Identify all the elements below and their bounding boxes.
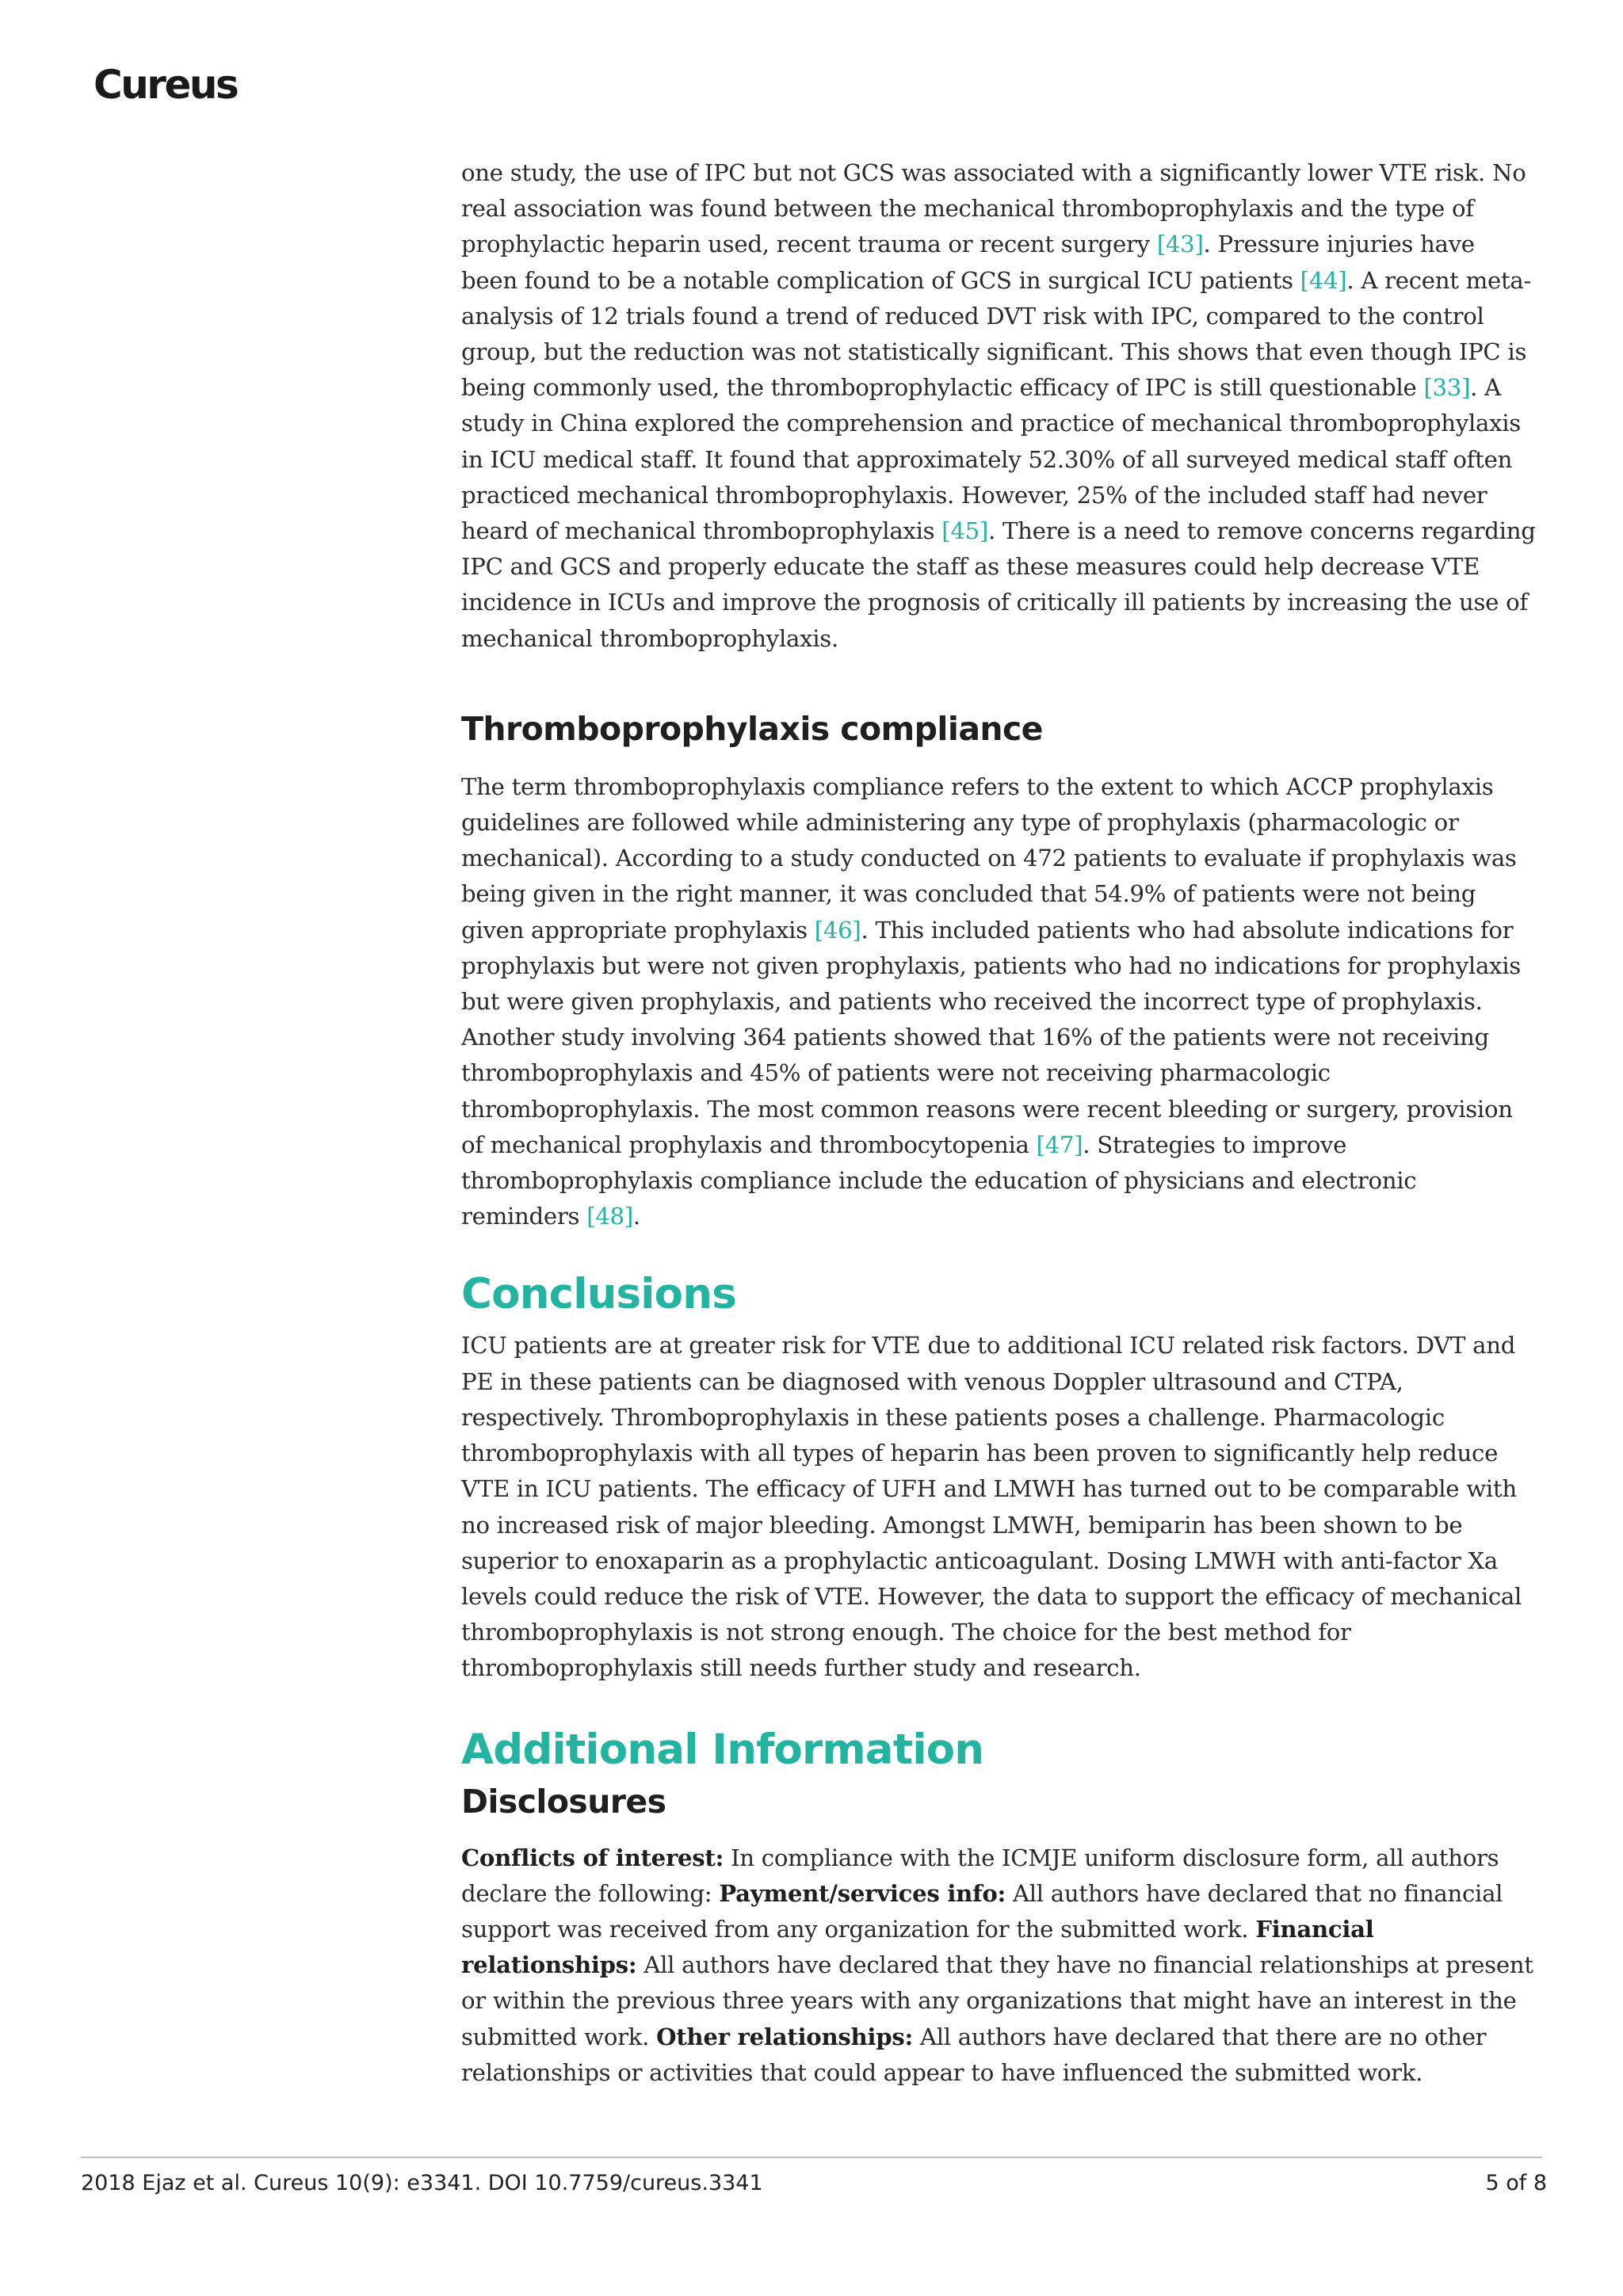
text-span: one study, the use of IPC but not GCS was associated with a significantly lower VTE risk. No real association was found between the mechanical thromboprophylaxis and the type of prophylactic heparin used, recent trauma or recent surgery: [461, 159, 1526, 258]
text-span: . A study in China explored the comprehension and practice of mechanical thromboprophylaxis in ICU medical staff. It found that approximately 52.30% of all surveyed medical staff often practiced mechanical thromboprophylaxis. However, 25% of the included staff had never heard of mechanical thromboprophylaxis: [461, 374, 1521, 545]
disclosures-paragraph: [461, 1840, 1537, 2091]
text-span: . Pressure injuries have been found to be a notable complication of GCS in surgical ICU patients: [461, 231, 1475, 294]
financial-label: Financial relationships:: [461, 1915, 1374, 1979]
citation-link-43[interactable]: [43]: [1156, 231, 1204, 258]
additional-information-heading: Additional Information: [461, 1725, 984, 1774]
citation-link-44[interactable]: [44]: [1300, 266, 1347, 294]
text-span: All authors have declared that there are no other relationships or activities that could appear to have influenced the submitted work.: [461, 2023, 1487, 2086]
citation-link-45[interactable]: [45]: [941, 517, 989, 545]
footer-citation: 2018 Ejaz et al. Cureus 10(9): e3341. DOI 10.7759/cureus.3341: [81, 2171, 763, 2195]
text-span: The term thromboprophylaxis compliance refers to the extent to which ACCP prophylaxis guidelines are followed while administering any type of prophylaxis (pharmacologic or mechanical). According to a study conducted on 472 patients to evaluate if prophylaxis was being given in the right manner, it was concluded that 54.9% of patients were not being given appropriate prophylaxis: [461, 772, 1517, 944]
text-span: All authors have declared that no financial support was received from any organization for the submitted work.: [461, 1879, 1503, 1943]
footer-divider: [81, 2157, 1542, 2158]
conclusions-paragraph: ICU patients are at greater risk for VTE due to additional ICU related risk factors. DVT and PE in these patients can be diagnosed with venous Doppler ultrasound and CTPA, respectively. Thromboprophylaxis in these patients poses a challenge. Pharmacologic thromboprophylaxis with all types of heparin has been proven to significantly help reduce VTE in ICU patients. The efficacy of UFH and LMWH has turned out to be comparable with no increased risk of major bleeding. Amongst LMWH, bemiparin has been shown to be superior to enoxaparin as a prophylactic anticoagulant. Dosing LMWH with anti-factor Xa levels could reduce the risk of VTE. However, the data to support the efficacy of mechanical thromboprophylaxis is not strong enough. The choice for the best method for thromboprophylaxis still needs further study and research.: [461, 1332, 1522, 1682]
disclosures-heading: Disclosures: [461, 1782, 666, 1821]
cureus-logo: Cureus: [94, 62, 238, 108]
citation-link-47[interactable]: [47]: [1036, 1131, 1083, 1158]
page-number: 5 of 8: [1485, 2171, 1547, 2195]
text-span: In compliance with the ICMJE uniform disclosure form, all authors declare the following:: [461, 1844, 1499, 1907]
article-body: [461, 155, 1537, 2091]
thromboprophylaxis-compliance-heading: Thromboprophylaxis compliance: [461, 709, 1043, 748]
text-span: All authors have declared that they have no financial relationships at present or within the previous three years with any organizations that might have an interest in the submitted work.: [461, 1951, 1533, 2050]
citation-link-46[interactable]: [46]: [814, 916, 861, 944]
other-relationships-label: Other relationships:: [656, 2023, 913, 2050]
mechanical-thromboprophylaxis-paragraph: [461, 155, 1537, 657]
citation-link-33[interactable]: [33]: [1423, 374, 1471, 402]
text-span: . A recent meta-analysis of 12 trials found a trend of reduced DVT risk with IPC, compared to the control group, but the reduction was not statistically significant. This shows that even though IPC is being commonly used, the thromboprophylactic efficacy of IPC is still questionable: [461, 266, 1532, 402]
conflicts-label: Conflicts of interest:: [461, 1844, 724, 1871]
text-span: . Strategies to improve thromboprophylaxis compliance include the education of physicians and electronic reminders: [461, 1131, 1417, 1230]
compliance-paragraph: [461, 769, 1537, 1235]
payment-label: Payment/services info:: [719, 1879, 1006, 1907]
text-span: . This included patients who had absolute indications for prophylaxis but were not given prophylaxis, patients who had no indications for prophylaxis but were given prophylaxis, and patients who received the incorrect type of prophylaxis. Another study involving 364 patients showed that 16% of the patients were not receiving thromboprophylaxis and 45% of patients were not receiving pharmacologic thromboprophylaxis. The most common reasons were recent bleeding or surgery, provision of mechanical prophylaxis and thrombocytopenia: [461, 916, 1521, 1158]
citation-link-48[interactable]: [48]: [586, 1203, 633, 1230]
text-span: . There is a need to remove concerns regarding IPC and GCS and properly educate the staff as these measures could help decrease VTE incidence in ICUs and improve the prognosis of critically ill patients by increasing the use of mechanical thromboprophylaxis.: [461, 517, 1536, 652]
conclusions-heading: Conclusions: [461, 1270, 736, 1319]
text-span: .: [632, 1203, 640, 1230]
